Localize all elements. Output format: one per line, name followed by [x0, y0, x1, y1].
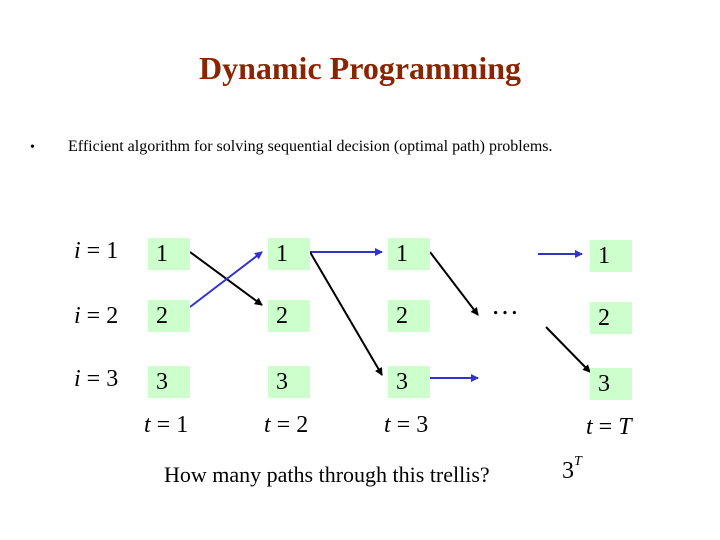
- answer-formula: $3^T$: [562, 454, 582, 484]
- node-t1-state2: 2: [148, 300, 190, 332]
- node-t2-state1: 1: [268, 238, 310, 270]
- col-label-tT: t = T: [586, 414, 632, 440]
- node-t2-state2: 2: [268, 300, 310, 332]
- col-label-t3: t = 3: [384, 412, 429, 438]
- bullet-marker: •: [30, 140, 35, 155]
- question-text: How many paths through this trellis?: [164, 462, 490, 487]
- arrow-t2-row1-to-t3-row3: [310, 252, 382, 375]
- arrow-in-to-tT-row3: [546, 327, 590, 372]
- bullet-text: Efficient algorithm for solving sequential decision (optimal path) problems.: [68, 138, 553, 155]
- row-label-3: i = 3: [74, 366, 119, 392]
- row-label-2: i = 2: [74, 303, 119, 329]
- col-label-t1: t = 1: [144, 412, 189, 438]
- node-t3-state1: 1: [388, 238, 430, 270]
- arrow-t3-row1-out: [430, 252, 478, 315]
- slide-title: Dynamic Programming: [198, 50, 522, 86]
- node-t3-state3: 3: [388, 366, 430, 398]
- col-label-t2: t = 2: [264, 412, 309, 438]
- node-t2-state3: 3: [268, 366, 310, 398]
- ellipsis: …: [491, 290, 520, 321]
- node-tT-state3: 3: [590, 368, 632, 400]
- row-label-1: i = 1: [74, 238, 119, 264]
- node-t3-state2: 2: [388, 300, 430, 332]
- node-tT-state2: 2: [590, 302, 632, 334]
- node-t1-state1: 1: [148, 238, 190, 270]
- node-t1-state3: 3: [148, 366, 190, 398]
- node-tT-state1: 1: [590, 240, 632, 272]
